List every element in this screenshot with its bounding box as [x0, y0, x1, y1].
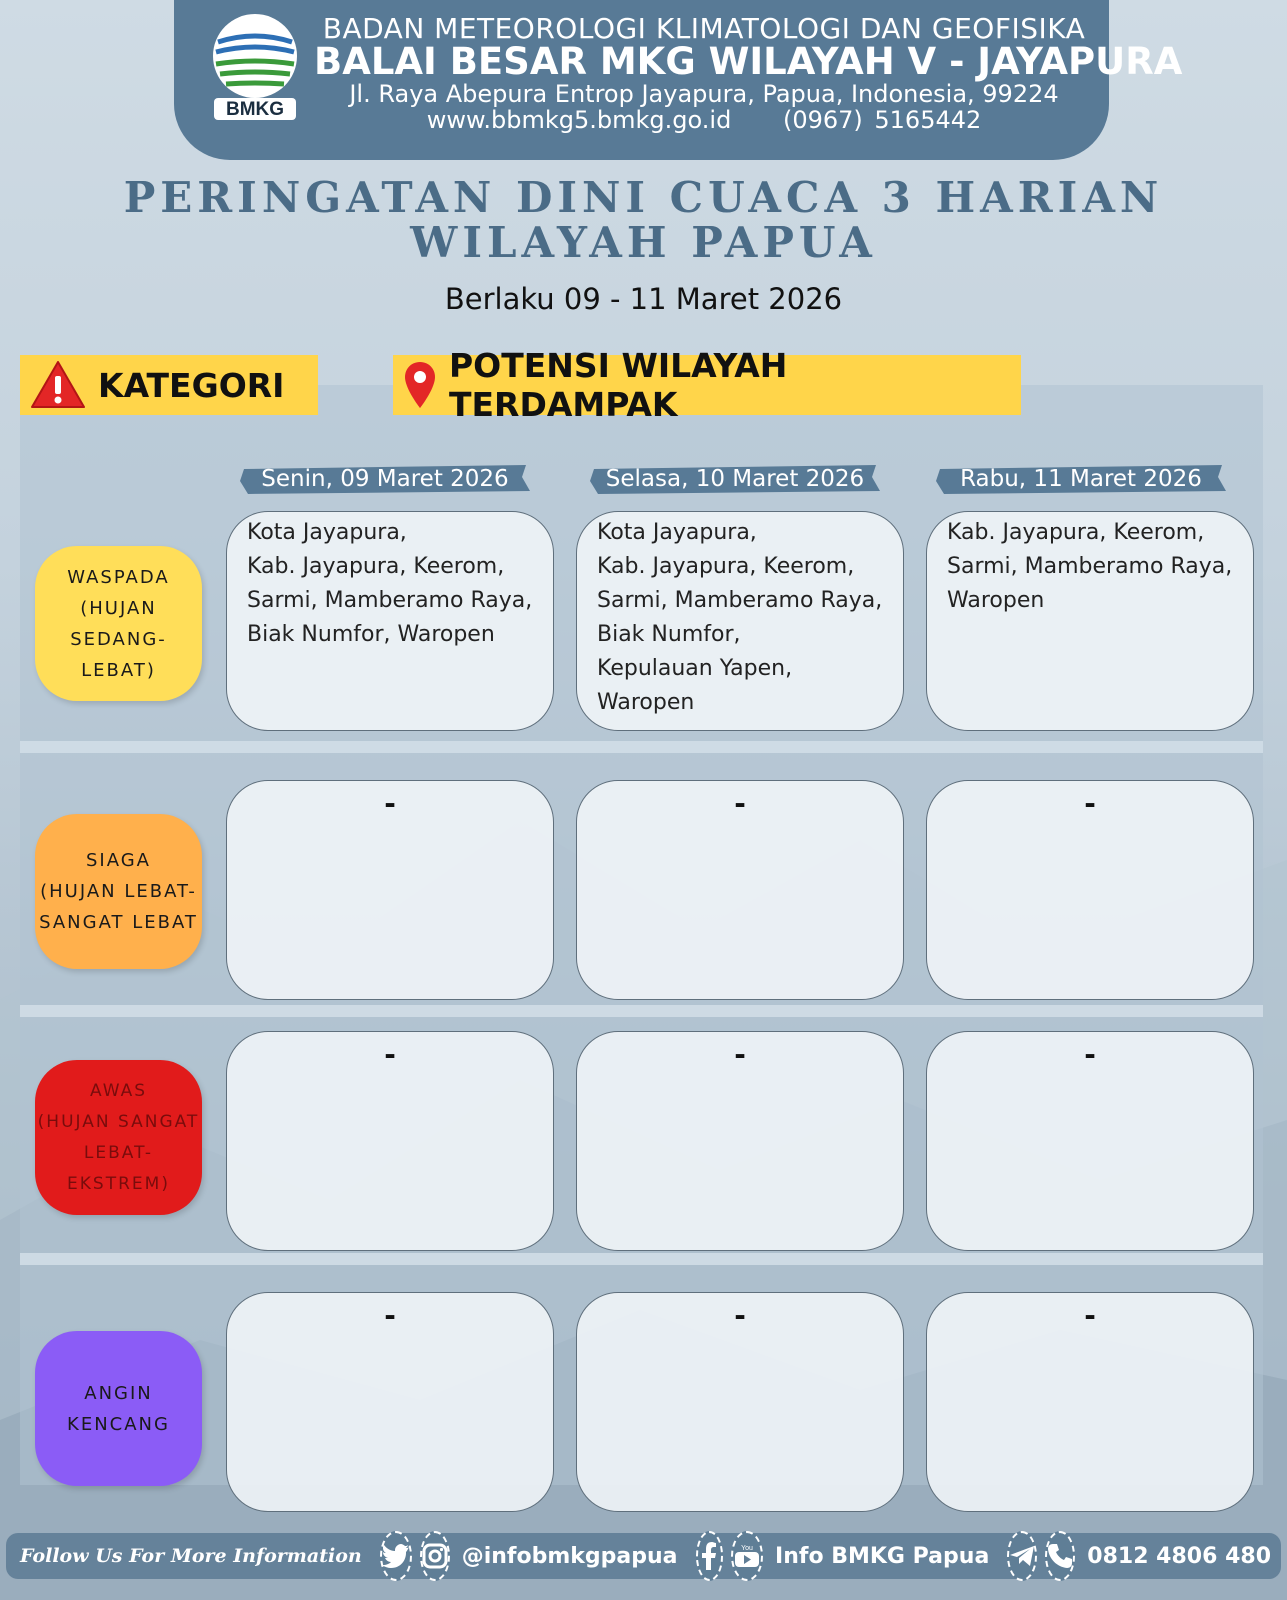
category-angin-kencang: [35, 1331, 202, 1486]
telegram-icon[interactable]: [1007, 1531, 1037, 1581]
agency-name: BADAN METEOROLOGI KLIMATOLOGI DAN GEOFISIKA: [322, 12, 1086, 45]
follow-text: Follow Us For More Information: [20, 1545, 362, 1567]
social-handle[interactable]: @infobmkgpapua: [461, 1543, 678, 1569]
category-awas: [35, 1060, 202, 1215]
category-label: SIAGA (HUJAN LEBAT- SANGAT LEBAT: [39, 850, 198, 933]
page-title-region: WILAYAH PAPUA: [410, 218, 877, 267]
day-header-2: [590, 455, 880, 503]
day-header-3: [936, 455, 1226, 503]
affected-areas: -: [1084, 1299, 1096, 1332]
day-header-1: [240, 455, 530, 503]
affected-areas: -: [384, 787, 396, 820]
header-banner: [174, 0, 1183, 160]
twitter-icon[interactable]: [380, 1531, 412, 1581]
affected-areas: -: [384, 1299, 396, 1332]
svg-text:You: You: [741, 1545, 753, 1552]
contact-line: [314, 106, 1094, 134]
affected-areas: -: [1084, 1038, 1096, 1071]
row-divider: [20, 1253, 1263, 1265]
category-label: AWAS (HUJAN SANGAT LEBAT- EKSTREM): [37, 1080, 200, 1194]
affected-areas: -: [734, 787, 746, 820]
cell-awas-day1: [226, 1031, 554, 1251]
cell-siaga-day3: [926, 780, 1254, 1000]
cell-siaga-day1: [226, 780, 554, 1000]
category-label: ANGIN KENCANG: [67, 1382, 170, 1435]
page-name[interactable]: Info BMKG Papua: [775, 1543, 990, 1569]
category-siaga: [35, 814, 202, 969]
cell-siaga-day2: [576, 780, 904, 1000]
affected-areas: -: [1084, 787, 1096, 820]
youtube-icon[interactable]: [731, 1531, 763, 1581]
bmkg-logo: [210, 12, 300, 122]
cell-waspada-day1: [226, 511, 554, 731]
whatsapp-number[interactable]: 0812 4806 480: [1087, 1543, 1271, 1569]
page-title: PERINGATAN DINI CUACA 3 HARIAN: [123, 173, 1164, 222]
affected-areas: Kota Jayapura, Kab. Jayapura, Keerom, Sarmi, Mamberamo Raya, Biak Numfor, Waropen: [247, 520, 533, 647]
cell-waspada-day3: [926, 511, 1254, 731]
warning-icon: [30, 360, 86, 410]
cell-waspada-day2: [576, 511, 904, 731]
phone-number: (0967) 5165442: [782, 106, 982, 134]
day-label: Rabu, 11 Maret 2026: [960, 466, 1202, 492]
phone-icon[interactable]: [1045, 1531, 1075, 1581]
affected-areas: -: [384, 1038, 396, 1071]
cell-awas-day2: [576, 1031, 904, 1251]
category-label: WASPADA (HUJAN SEDANG-LEBAT): [67, 566, 170, 681]
kategori-label: [20, 355, 318, 415]
validity-date: Berlaku 09 - 11 Maret 2026: [444, 282, 843, 316]
cell-angin-day3: [926, 1292, 1254, 1512]
office-name: BALAI BESAR MKG WILAYAH V - JAYAPURA: [314, 40, 1183, 83]
cell-angin-day1: [226, 1292, 554, 1512]
website-link[interactable]: www.bbmkg5.bmkg.go.id: [426, 106, 732, 134]
cell-angin-day2: [576, 1292, 904, 1512]
instagram-icon[interactable]: [420, 1531, 450, 1581]
potensi-label: [393, 346, 1021, 424]
potensi-text: POTENSI WILAYAH TERDAMPAK: [449, 346, 788, 424]
office-address: Jl. Raya Abepura Entrop Jayapura, Papua, Indonesia, 99224: [349, 80, 1059, 108]
facebook-icon[interactable]: [696, 1531, 724, 1581]
cell-awas-day3: [926, 1031, 1254, 1251]
logo-text: BMKG: [225, 99, 285, 120]
affected-areas: Kota Jayapura, Kab. Jayapura, Keerom, Sarmi, Mamberamo Raya, Biak Numfor, Kepulauan Yapen, Waropen: [597, 520, 883, 715]
kategori-text: KATEGORI: [98, 365, 285, 405]
affected-areas: -: [734, 1299, 746, 1332]
footer-bar: [6, 1533, 1281, 1579]
row-divider: [20, 1005, 1263, 1017]
row-divider: [20, 741, 1263, 753]
affected-areas: Kab. Jayapura, Keerom, Sarmi, Mamberamo Raya, Waropen: [947, 520, 1233, 613]
day-label: Selasa, 10 Maret 2026: [605, 466, 865, 492]
day-label: Senin, 09 Maret 2026: [261, 466, 509, 492]
affected-areas: -: [734, 1038, 746, 1071]
category-waspada: [35, 546, 202, 701]
location-pin-icon: [403, 360, 437, 410]
